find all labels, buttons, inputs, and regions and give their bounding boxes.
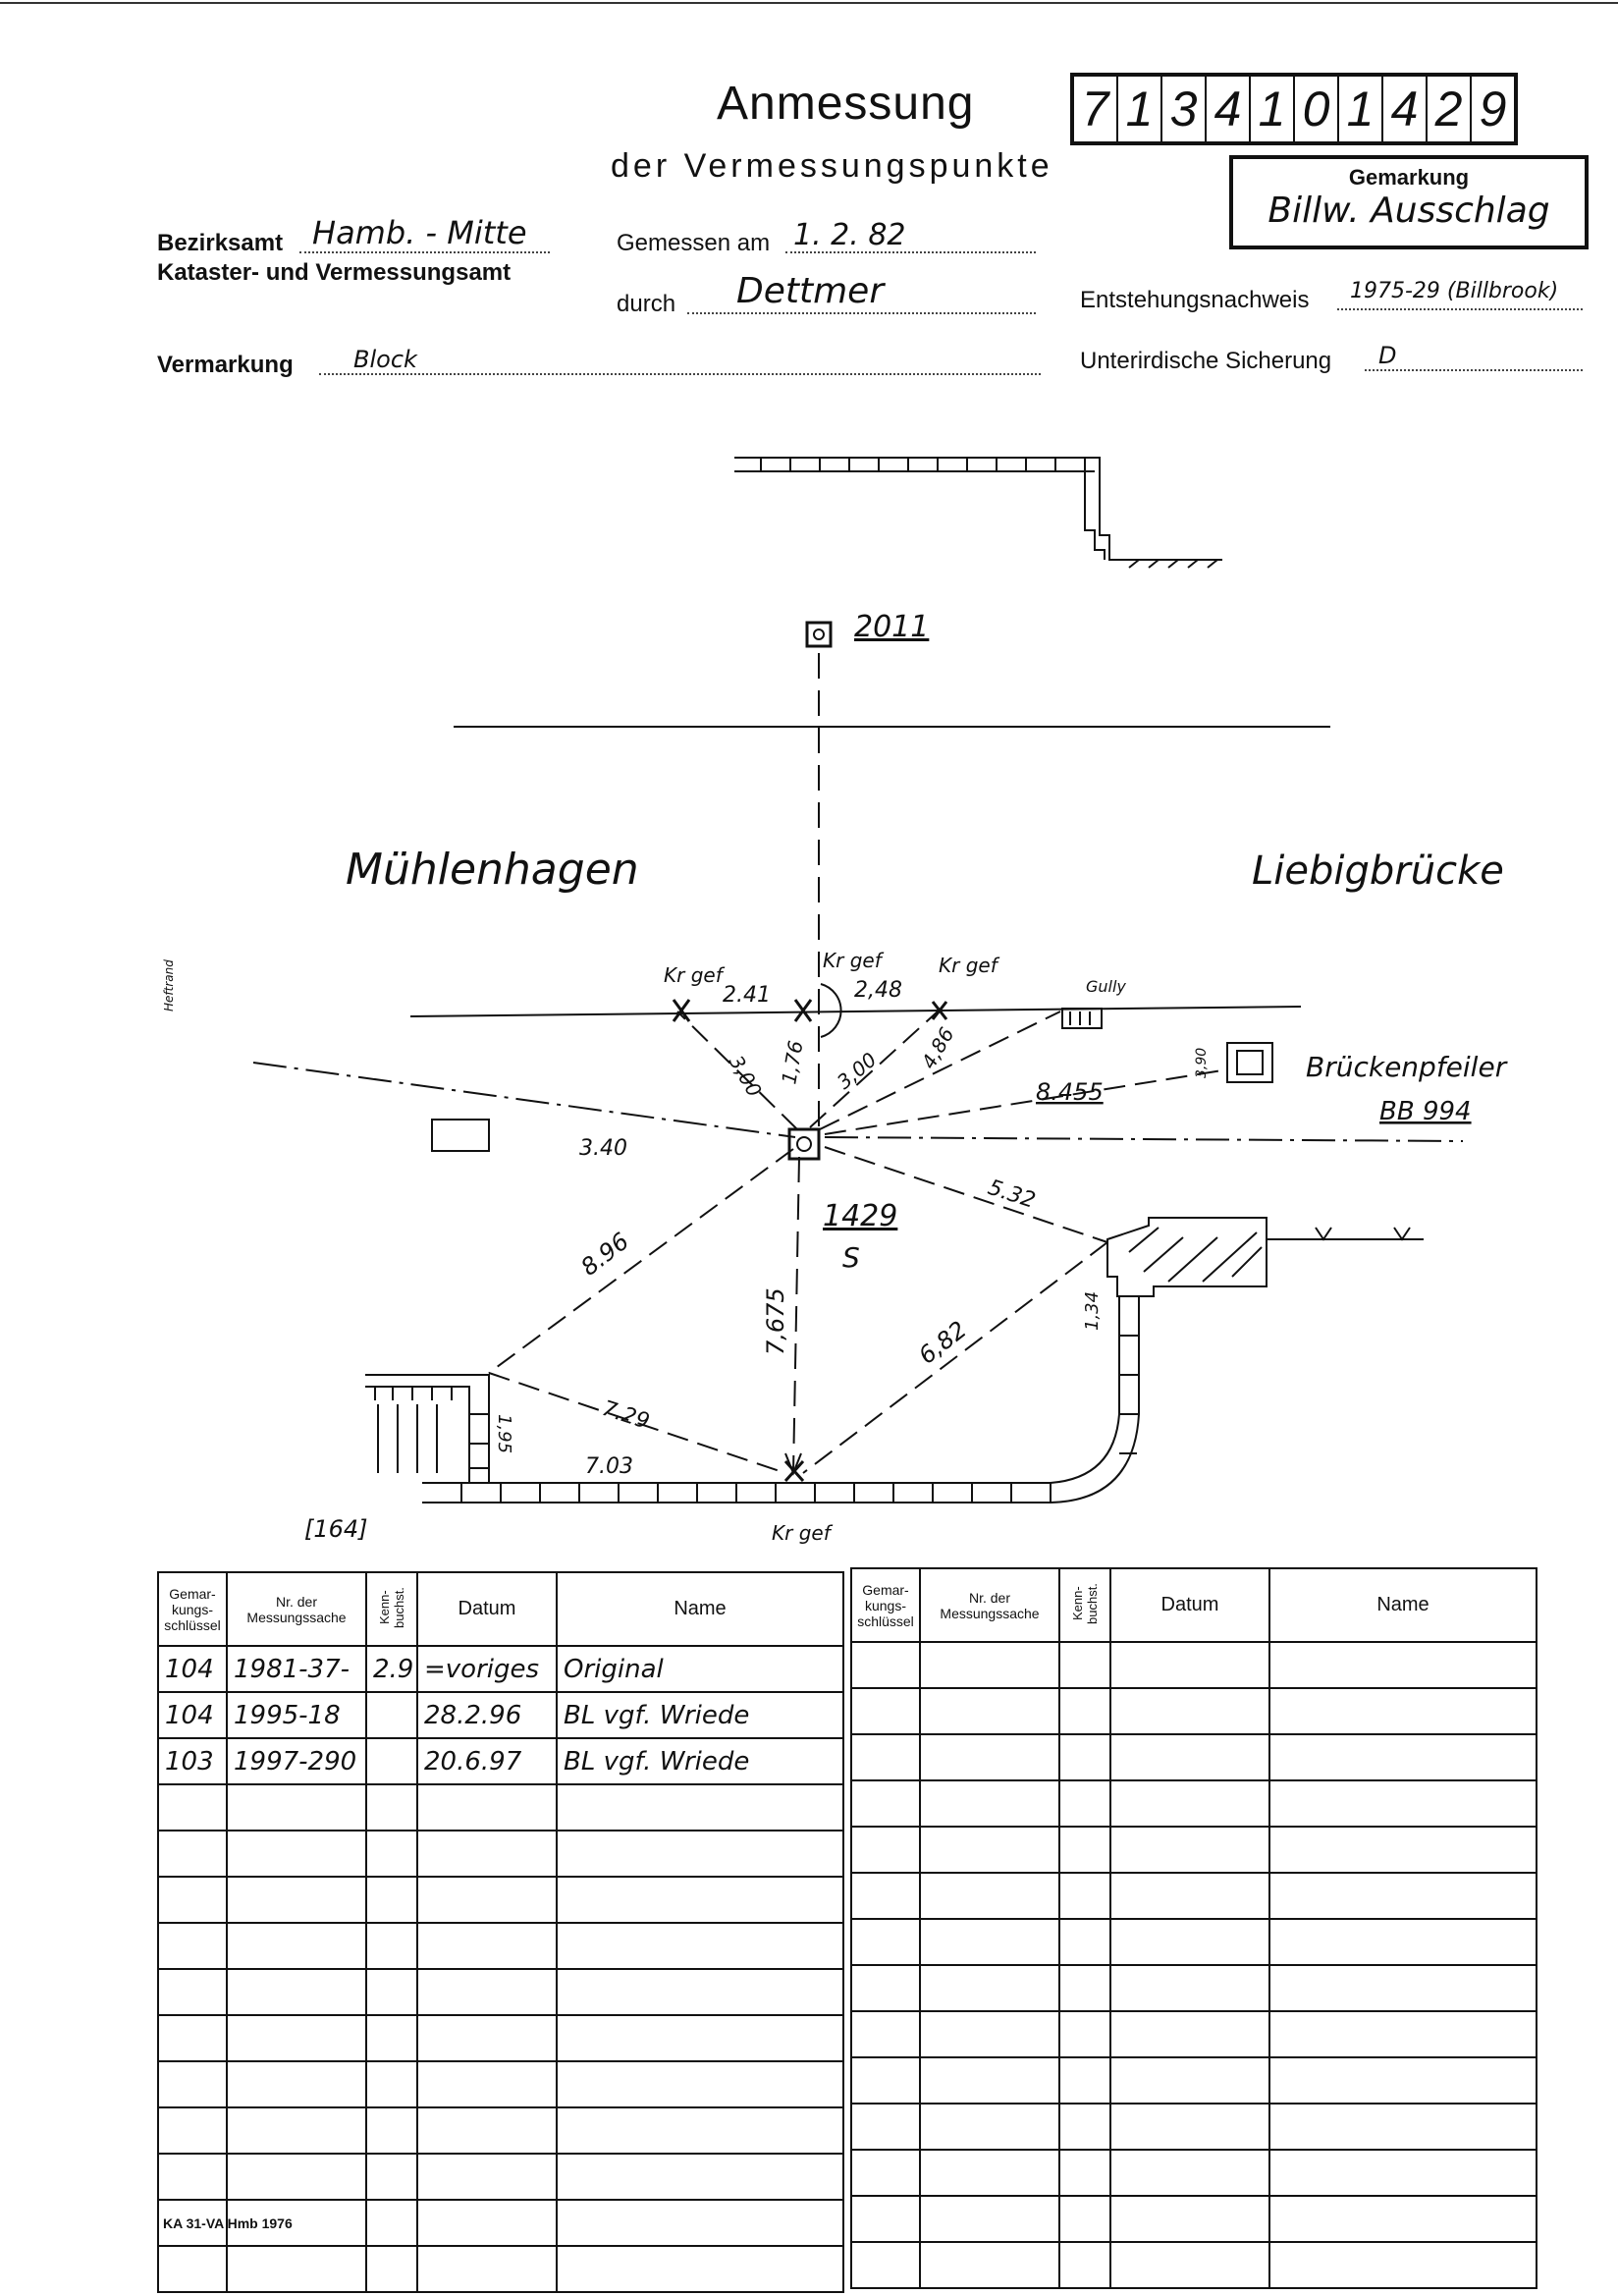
top-wall-step (1085, 471, 1222, 560)
table-header-row (158, 1572, 843, 1646)
table-cell (227, 1877, 366, 1923)
table-row (158, 2015, 843, 2061)
left-structure (365, 1375, 489, 1483)
table-cell (557, 1969, 843, 2015)
arc-marker (821, 984, 841, 1037)
gully-symbol (1062, 1009, 1102, 1028)
table-cell (920, 1965, 1059, 2011)
dist-300b: 3,00 (832, 1047, 882, 1094)
table-cell (851, 2150, 920, 2196)
slope-ticks (1129, 560, 1217, 568)
dist-532: 5.32 (985, 1175, 1039, 1214)
table-row (851, 1827, 1537, 1873)
table-cell (1269, 2196, 1537, 2242)
table-row (158, 2061, 843, 2107)
cross-marker-2 (795, 1000, 811, 1021)
table-cell (851, 1688, 920, 1734)
table-row (851, 2104, 1537, 2150)
sicherung-value: D (1378, 342, 1397, 369)
table-cell (1269, 1965, 1537, 2011)
table-cell (1059, 1734, 1110, 1780)
table-cell (1269, 1919, 1537, 1965)
table-cell (851, 1873, 920, 1919)
table-cell: 1995-18 (227, 1692, 366, 1738)
table-cell (1110, 2196, 1269, 2242)
number-digit: 4 (1383, 77, 1428, 141)
dist-176: 1,76 (777, 1038, 808, 1086)
table-cell (1110, 1919, 1269, 1965)
table-cell (1059, 1642, 1110, 1688)
table-cell (1269, 2011, 1537, 2057)
col-kennbuchst: Kenn-buchst. (366, 1572, 417, 1646)
table-cell (227, 1969, 366, 2015)
table-cell (920, 1827, 1059, 1873)
dashed-to-bottom (793, 1157, 799, 1473)
table-cell (851, 2104, 920, 2150)
table-cell (1110, 2150, 1269, 2196)
sicherung-label: Unterirdische Sicherung (1080, 348, 1332, 374)
table-row (851, 1688, 1537, 1734)
table-cell (366, 1784, 417, 1831)
table-cell: BL vgf. Wriede (557, 1692, 843, 1738)
dashdot-left (253, 1063, 795, 1137)
table-cell (1110, 1642, 1269, 1688)
table-row (158, 2154, 843, 2200)
table-cell (557, 2061, 843, 2107)
table-cell (851, 2196, 920, 2242)
table-row (851, 1734, 1537, 1780)
cross-marker-1 (674, 1000, 689, 1021)
table-cell (851, 1827, 920, 1873)
table-cell (920, 1873, 1059, 1919)
table-row (158, 1831, 843, 1877)
table-cell (920, 2150, 1059, 2196)
register-table-right (850, 1567, 1537, 2289)
table-cell (158, 2246, 227, 2292)
table-cell (557, 2015, 843, 2061)
bezirksamt-value: Hamb. - Mitte (312, 214, 527, 251)
kr-gef-1: Kr gef (664, 963, 723, 987)
col-gemarkung: Gemar-kungs-schlüssel (158, 1572, 227, 1646)
table-row (158, 2107, 843, 2154)
table-cell (1269, 1780, 1537, 1827)
table-cell (227, 2154, 366, 2200)
table-cell (920, 2196, 1059, 2242)
dist-195: 1,95 (494, 1414, 514, 1454)
top-wall (734, 458, 1119, 560)
table-row (158, 1877, 843, 1923)
main-point-label: 1429 (823, 1199, 898, 1233)
table-row (851, 1780, 1537, 1827)
table-cell (557, 1831, 843, 1877)
table-cell (851, 2057, 920, 2104)
table-row (851, 1642, 1537, 1688)
table-cell (1059, 2057, 1110, 2104)
table-cell (851, 2011, 920, 2057)
col-name: Name (557, 1572, 843, 1646)
table-cell (366, 2200, 417, 2246)
table-row (158, 1738, 843, 1784)
table-cell (1110, 1780, 1269, 1827)
table-cell (1269, 2150, 1537, 2196)
building-hatching (1129, 1228, 1262, 1282)
table-row (158, 1692, 843, 1738)
entstehung-value: 1975-29 (Billbrook) (1350, 279, 1559, 303)
table-cell (158, 2061, 227, 2107)
dist-390: 3,90 (1194, 1047, 1210, 1078)
number-digit: 1 (1251, 77, 1295, 141)
table-cell (920, 2057, 1059, 2104)
table-cell (227, 2246, 366, 2292)
dist-729: 7.29 (599, 1395, 653, 1435)
table-cell (920, 1642, 1059, 1688)
table-cell (557, 2200, 843, 2246)
point-2011-symbol (807, 623, 831, 646)
gemarkung-value: Billw. Ausschlag (1267, 191, 1550, 231)
table-cell: 20.6.97 (417, 1738, 557, 1784)
point-2011-label: 2011 (854, 610, 930, 644)
table-row (851, 2011, 1537, 2057)
table-cell: 104 (158, 1692, 227, 1738)
table-cell: Original (557, 1646, 843, 1692)
col-kennbuchst: Kenn-buchst. (1059, 1568, 1110, 1642)
dist-703: 7.03 (585, 1454, 633, 1479)
table-cell (1059, 2242, 1110, 2288)
bezirksamt-label: Bezirksamt (157, 230, 284, 256)
table-cell: 103 (158, 1738, 227, 1784)
table-row (851, 1873, 1537, 1919)
table-cell (1110, 1965, 1269, 2011)
dist-486: 4,86 (916, 1022, 959, 1073)
table-cell (920, 1919, 1059, 1965)
table-cell (417, 1923, 557, 1969)
table-row (851, 2057, 1537, 2104)
table-cell (227, 1923, 366, 1969)
table-cell (158, 1831, 227, 1877)
gemessen-label: Gemessen am (617, 230, 771, 256)
table-cell (1110, 2011, 1269, 2057)
table-cell (366, 1831, 417, 1877)
table-cell (366, 1738, 417, 1784)
table-cell: 28.2.96 (417, 1692, 557, 1738)
place-muehlenhagen: Mühlenhagen (346, 845, 639, 895)
table-cell (1110, 2057, 1269, 2104)
table-cell (366, 2015, 417, 2061)
number-digit: 7 (1074, 77, 1118, 141)
gemessen-value: 1. 2. 82 (793, 218, 906, 252)
table-cell (1269, 2104, 1537, 2150)
table-cell (851, 1780, 920, 1827)
table-cell (227, 2061, 366, 2107)
table-cell (1110, 1734, 1269, 1780)
table-row (158, 2246, 843, 2292)
table-cell (1059, 2104, 1110, 2150)
brueckenpfeiler-label: Brückenpfeiler (1306, 1051, 1507, 1083)
table-cell (1269, 2057, 1537, 2104)
table-cell (1269, 1734, 1537, 1780)
table-cell (1059, 1688, 1110, 1734)
vermarkung-label: Vermarkung (157, 352, 294, 378)
col-gemarkung: Gemar-kungs-schlüssel (851, 1568, 920, 1642)
table-cell (851, 1965, 920, 2011)
number-digit: 1 (1339, 77, 1383, 141)
register-table-left (157, 1571, 844, 2293)
table-cell (557, 1923, 843, 1969)
main-point-symbol (789, 1129, 819, 1159)
table-cell (920, 2242, 1059, 2288)
table-cell (1110, 1873, 1269, 1919)
ray-east (825, 1070, 1222, 1134)
col-datum: Datum (417, 1572, 557, 1646)
hydrant-symbol (432, 1120, 489, 1151)
margin-note: Heftrand (162, 959, 176, 1011)
table-cell (851, 1642, 920, 1688)
kr-gef-bottom: Kr gef (772, 1521, 831, 1545)
table-row (158, 1923, 843, 1969)
table-row (851, 1919, 1537, 1965)
table-cell (920, 1688, 1059, 1734)
table-cell (851, 1919, 920, 1965)
table-cell (158, 1923, 227, 1969)
table-row (851, 1965, 1537, 2011)
table-row (158, 1784, 843, 1831)
table-cell (366, 1969, 417, 2015)
dist-300a: 3,00 (724, 1051, 767, 1102)
ray-sw (489, 1149, 793, 1373)
vermarkung-value: Block (353, 346, 417, 373)
street-line-middle (410, 1007, 1301, 1016)
page-title: Anmessung (717, 78, 975, 130)
table-cell (417, 2061, 557, 2107)
table-cell (1059, 2196, 1110, 2242)
kr-gef-2: Kr gef (823, 949, 882, 972)
building-right (1107, 1218, 1267, 1296)
table-header-row (851, 1568, 1537, 1642)
table-row (158, 1969, 843, 2015)
table-cell (1059, 2150, 1110, 2196)
dist-7675: 7,675 (762, 1287, 789, 1355)
table-cell (227, 2107, 366, 2154)
dist-896: 8.96 (575, 1227, 634, 1282)
top-wall-ticks (761, 458, 1085, 471)
number-digit: 2 (1428, 77, 1472, 141)
gully-label: Gully (1086, 977, 1126, 996)
gemarkung-label: Gemarkung (1348, 165, 1470, 190)
table-cell (557, 2246, 843, 2292)
table-cell (158, 1969, 227, 2015)
table-cell (417, 1877, 557, 1923)
kr-gef-3: Kr gef (939, 954, 998, 977)
bridge-pier-symbol (1227, 1043, 1272, 1082)
table-cell (1269, 2242, 1537, 2288)
col-messungssache: Nr. der Messungssache (920, 1568, 1059, 1642)
table-cell (158, 2154, 227, 2200)
table-cell (1110, 1688, 1269, 1734)
table-cell (920, 1734, 1059, 1780)
table-cell (557, 2107, 843, 2154)
table-cell (920, 2011, 1059, 2057)
table-cell (557, 1784, 843, 1831)
table-cell (920, 2104, 1059, 2150)
number-digit: 4 (1207, 77, 1251, 141)
table-cell (1059, 2011, 1110, 2057)
dist-241: 2.41 (723, 983, 771, 1008)
number-digit: 0 (1295, 77, 1339, 141)
table-cell (158, 2015, 227, 2061)
table-cell (366, 2246, 417, 2292)
table-cell: 104 (158, 1646, 227, 1692)
dist-340: 3.40 (579, 1136, 627, 1161)
table-cell (1269, 1642, 1537, 1688)
table-cell (1110, 1827, 1269, 1873)
table-cell (366, 1692, 417, 1738)
number-digit: 9 (1479, 82, 1507, 137)
col-messungssache: Nr. der Messungssache (227, 1572, 366, 1646)
form-code: KA 31-VA Hmb 1976 (163, 2215, 293, 2231)
table-cell (417, 1831, 557, 1877)
entstehung-label: Entstehungsnachweis (1080, 287, 1310, 313)
table-cell (366, 1877, 417, 1923)
table-cell: 1981-37- (227, 1646, 366, 1692)
table-cell (1269, 1873, 1537, 1919)
fence-ticks (1316, 1228, 1410, 1239)
table-cell (417, 2015, 557, 2061)
dist-8455: 8.455 (1036, 1078, 1104, 1106)
table-cell: BL vgf. Wriede (557, 1738, 843, 1784)
table-cell (417, 2154, 557, 2200)
table-cell (851, 1734, 920, 1780)
col-datum: Datum (1110, 1568, 1269, 1642)
dashdot-right (825, 1137, 1463, 1141)
bb-label: BB 994 (1379, 1097, 1472, 1126)
table-cell (227, 1831, 366, 1877)
table-row (851, 2196, 1537, 2242)
ray-bottom-right (803, 1242, 1107, 1473)
durch-value: Dettmer (736, 271, 885, 311)
parcel-label: [164] (304, 1515, 368, 1543)
kataster-label: Kataster- und Vermessungsamt (157, 259, 512, 286)
table-cell (366, 2061, 417, 2107)
table-cell (557, 2154, 843, 2200)
table-cell (227, 1784, 366, 1831)
table-cell (1059, 1873, 1110, 1919)
table-row (851, 2150, 1537, 2196)
table-row (851, 2242, 1537, 2288)
table-cell (366, 2154, 417, 2200)
table-cell (1269, 1827, 1537, 1873)
dist-248: 2,48 (854, 978, 902, 1003)
place-liebigbruecke: Liebigbrücke (1252, 848, 1504, 894)
table-cell (158, 2107, 227, 2154)
dist-134: 1,34 (1082, 1290, 1103, 1331)
table-cell (158, 1784, 227, 1831)
table-cell (366, 2107, 417, 2154)
table-cell (417, 1784, 557, 1831)
table-cell (227, 2015, 366, 2061)
table-cell (851, 2242, 920, 2288)
table-cell (1110, 2242, 1269, 2288)
durch-label: durch (617, 291, 676, 317)
table-cell (557, 1877, 843, 1923)
dist-682: 6,82 (913, 1315, 972, 1370)
table-cell: 1997-290 (227, 1738, 366, 1784)
table-cell (1269, 1688, 1537, 1734)
table-cell (1059, 1827, 1110, 1873)
table-cell (1059, 1919, 1110, 1965)
table-cell (417, 1969, 557, 2015)
table-cell (417, 2107, 557, 2154)
table-cell: =voriges (417, 1646, 557, 1692)
table-cell: 2.9 (366, 1646, 417, 1692)
table-cell (417, 2200, 557, 2246)
number-digit: 1 (1118, 77, 1162, 141)
table-cell (1059, 1780, 1110, 1827)
table-cell (417, 2246, 557, 2292)
col-name: Name (1269, 1568, 1537, 1642)
table-cell (1059, 1965, 1110, 2011)
page-subtitle: der Vermessungspunkte (611, 147, 1053, 185)
number-digit: 3 (1162, 77, 1207, 141)
table-row (158, 1646, 843, 1692)
main-point-sub: S (842, 1241, 860, 1274)
table-cell (366, 1923, 417, 1969)
table-cell (158, 1877, 227, 1923)
table-cell (1110, 2104, 1269, 2150)
table-cell (920, 1780, 1059, 1827)
